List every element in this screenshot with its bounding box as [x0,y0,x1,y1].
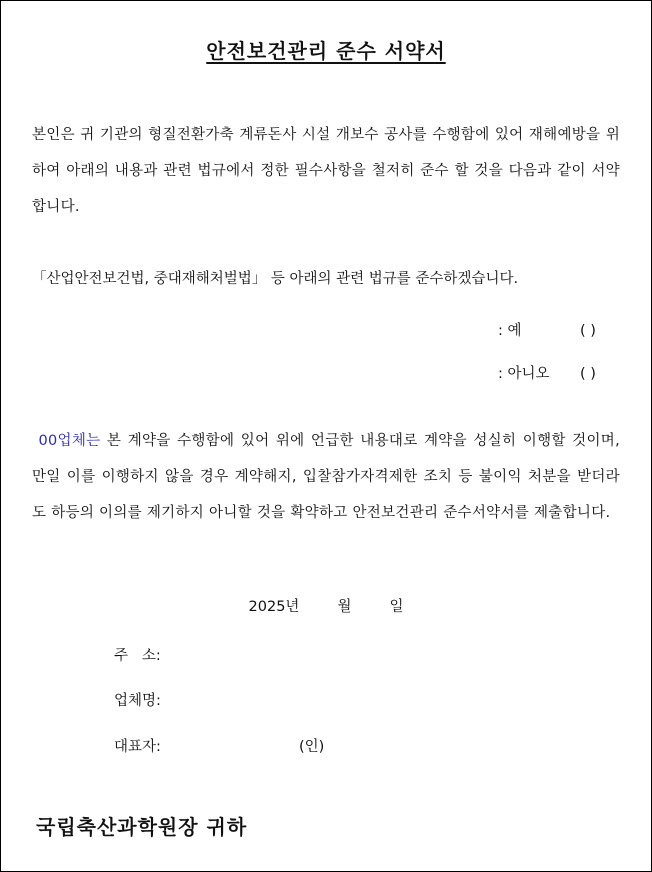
commitment-paragraph [32,423,620,531]
date-year: 2025년 [248,599,300,615]
company-placeholder: 00업체는 [38,433,101,449]
recipient: 국립축산과학원장 귀하 [36,815,248,839]
representative-field[interactable] [114,737,325,757]
document-title: 안전보건관리 준수 서약서 [206,39,446,63]
representative-label: 대표자: [114,739,161,755]
choice-yes[interactable] [498,321,618,341]
law-compliance-statement: 「산업안전보건법, 중대재해처벌법」 등 아래의 관련 법규를 준수하겠습니다. [32,271,519,287]
address-label: 주 소: [114,648,161,664]
commitment-text: 본 계약을 수행함에 있어 위에 언급한 내용대로 계약을 성실히 이행할 것이며, 만일 이를 이행하지 않을 경우 계약해지, 입찰참가자격제한 조치 등 불이익 처분을 받더라도 하등의 이의를 제기하지 아니할 것을 확약하고 안전보건관리 준수서약서를 제출합니다. [32,433,620,521]
choice-yes-label: : 예 [498,323,522,339]
date-day: 일 [389,599,404,615]
choice-no[interactable] [498,364,618,384]
date-line [1,597,651,617]
company-name-label: 업체명: [114,693,161,709]
company-name-field[interactable] [114,691,161,711]
address-field[interactable] [114,646,161,666]
choice-no-label: : 아니오 [498,366,550,382]
choice-no-checkbox[interactable]: ( ) [580,366,596,382]
pledge-paragraph: 본인은 귀 기관의 형질전환가축 계류돈사 시설 개보수 공사를 수행함에 있어 재해예방을 위하여 아래의 내용과 관련 법규에서 정한 필수사항을 철저히 준수 할 것을 다음과 같이 서약합니다. [32,127,620,215]
date-month: 월 [337,599,352,615]
choice-yes-checkbox[interactable]: ( ) [580,323,596,339]
seal-mark: (인) [299,739,325,755]
